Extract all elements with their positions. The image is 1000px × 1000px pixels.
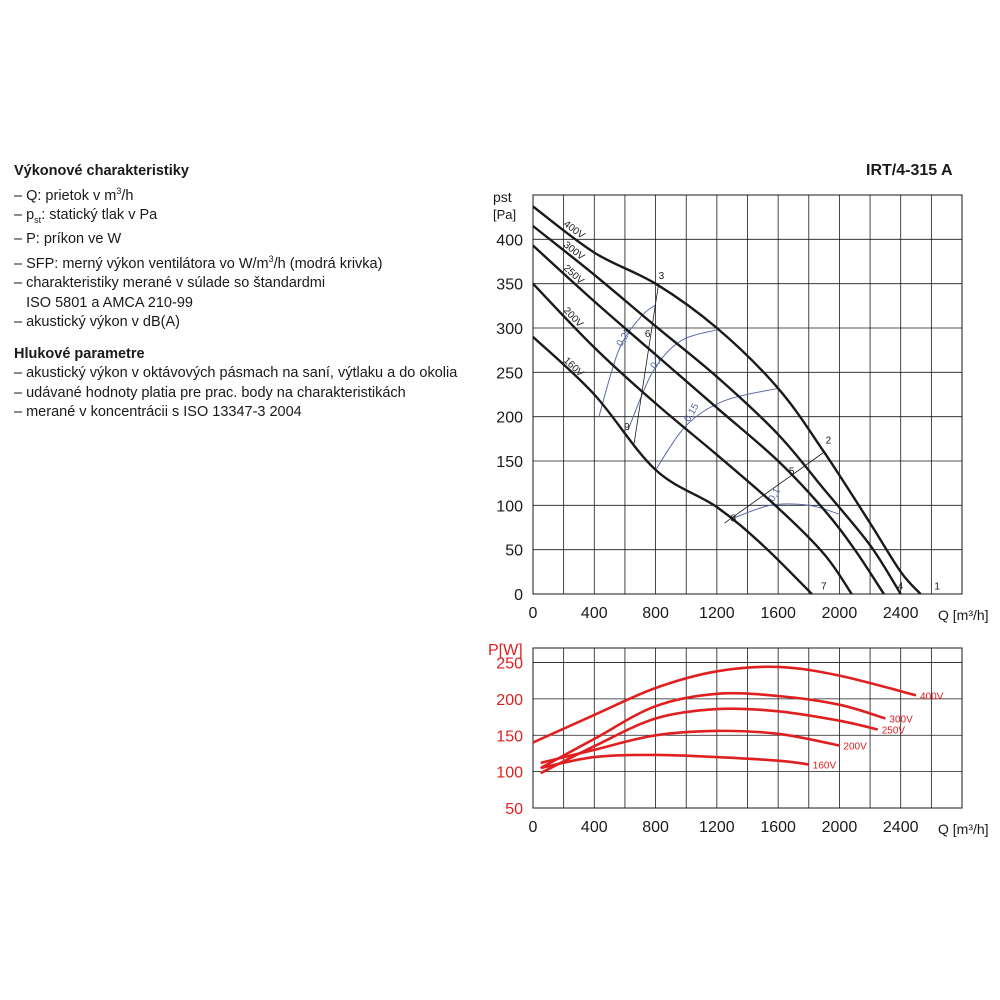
y-axis-label: P[W] [488,642,523,659]
point-label: 1 [934,581,940,593]
series-line-160v [541,755,809,768]
series-label: 160V [812,760,837,772]
series-label: 160V [560,355,586,380]
pressure-chart [493,189,989,623]
series-label: 250V [881,725,906,737]
y-tick-label: 300 [496,321,523,338]
performance-note-item: – charakteristiky merané v súlade so štandardmi [14,275,326,292]
x-axis-label: Q [m³/h] [938,607,989,623]
sfp-label: 0,2 [648,353,666,371]
series-line-250v [533,246,884,595]
point-label: 9 [624,421,630,433]
performance-note-item: ISO 5801 a AMCA 210-99 [14,294,193,311]
y-tick-label: 50 [505,542,523,560]
x-tick-label: 2400 [882,819,919,836]
series-label: 400V [561,218,587,242]
performance-note-item: – SFP: merný výkon ventilátora vo $W/m^3/h$ (modrá krivka) [14,253,383,272]
y-tick-label: 150 [496,728,523,746]
x-tick-label: 0 [528,819,538,836]
performance-note-item: – Q: prietok v $m^3/h$ [14,185,134,204]
performance-note-item: – $p_{st}$: statický tlak v Pa [14,206,158,225]
sfp-label: 0,15 [682,401,702,425]
noise-note-item: – akustický výkon v oktávových pásmach na saní, výtlaku a do okolia [14,365,458,382]
x-tick-label: 400 [580,819,608,836]
y-tick-label: 100 [496,764,523,782]
y-axis-label: pst [493,189,512,205]
sfp-label: 0,25 [614,326,635,349]
performance-note-item: – P: príkon ve W [14,231,122,248]
point-label: 3 [658,271,665,283]
x-tick-label: 400 [580,605,608,622]
noise-note-item: – udávané hodnoty platia pre prac. body na charakteristikách [14,384,406,401]
series-line-200v [533,284,852,594]
point-label: 4 [897,581,904,593]
point-label: 5 [788,466,795,478]
section-title-noise: Hlukové parametre [14,345,145,362]
x-tick-label: 1600 [760,605,796,622]
noise-note-item: – merané v koncentrácii s ISO 13347-3 2004 [14,404,302,421]
series-label: 250V [560,262,586,287]
x-tick-label: 800 [642,605,669,622]
y-tick-label: 100 [496,498,523,516]
x-tick-label: 2400 [882,605,919,622]
y-tick-label: 350 [496,276,523,294]
point-label: 6 [644,328,651,340]
section-title-performance: Výkonové charakteristiky [14,163,189,179]
model-title: IRT/4-315 A [866,162,953,179]
y-axis-unit: [Pa] [493,207,517,222]
performance-note-item: – akustický výkon v dB(A) [14,314,180,331]
series-label: 300V [561,239,587,263]
series-label: 300V [889,714,913,726]
x-tick-label: 2000 [821,605,858,622]
point-label: 8 [730,513,737,525]
sfp-label: 0,1 [766,486,784,504]
x-tick-label: 1200 [699,605,735,622]
power-chart [488,642,989,837]
point-label: 7 [821,581,827,593]
sfp-curve [628,330,717,430]
x-axis-label: Q [m³/h] [938,821,989,837]
y-tick-label: 0 [514,587,523,604]
y-tick-label: 200 [496,691,523,709]
x-tick-label: 1200 [699,819,735,836]
y-tick-label: 200 [496,409,523,427]
x-tick-label: 800 [642,819,669,836]
y-tick-label: 400 [496,232,523,250]
y-tick-label: 250 [496,365,523,383]
x-tick-label: 0 [528,605,538,622]
y-tick-label: 50 [505,801,523,818]
series-label: 200V [560,305,585,330]
point-label: 2 [825,435,832,447]
series-label: 200V [843,741,867,753]
y-tick-label: 250 [496,655,523,673]
x-tick-label: 1600 [760,819,796,836]
y-tick-label: 150 [496,454,523,471]
series-label: 400V [920,691,944,703]
x-tick-label: 2000 [821,819,858,836]
